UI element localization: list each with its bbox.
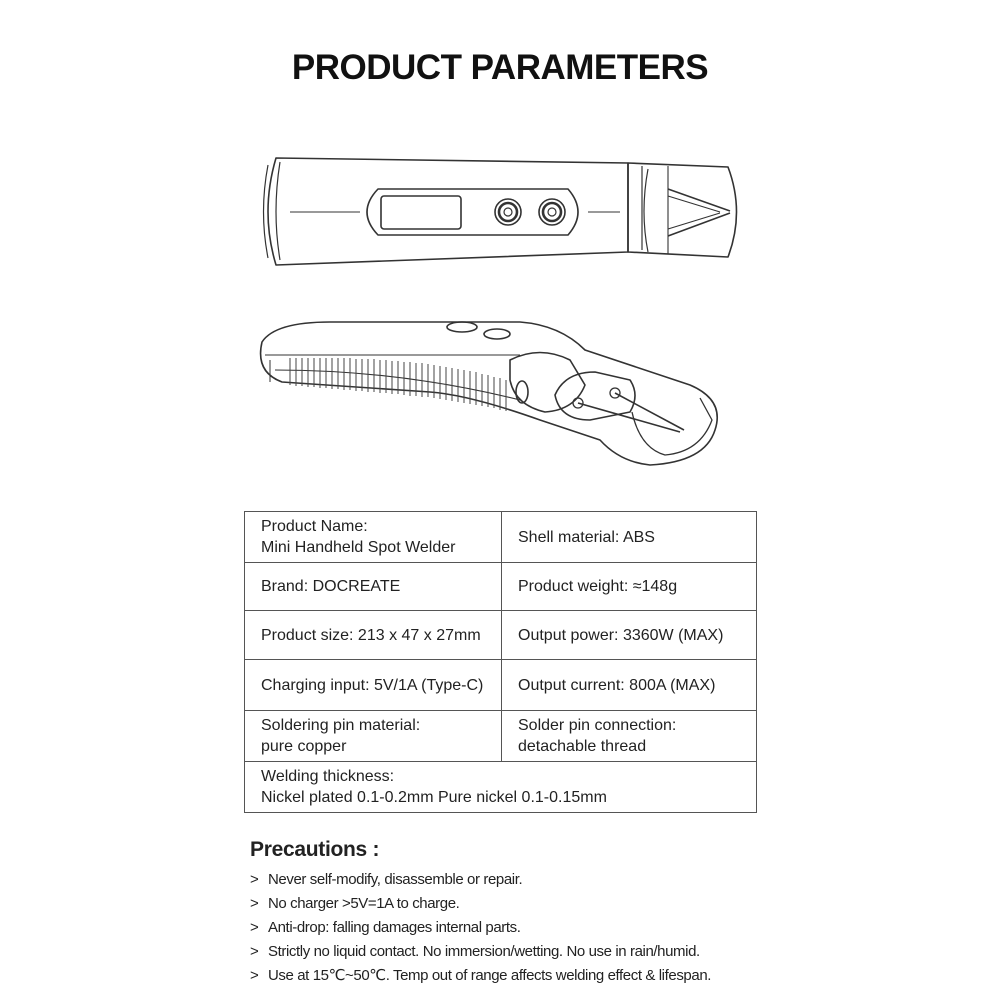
spec-row	[245, 762, 757, 813]
page-title: PRODUCT PARAMETERS	[291, 48, 709, 87]
chevron-right-icon: >	[250, 871, 259, 888]
chevron-right-icon: >	[250, 919, 259, 936]
precautions-list	[250, 868, 950, 988]
spec-table	[244, 511, 757, 813]
list-item: > Strictly no liquid contact. No immersion/wetting. No use in rain/humid.	[250, 940, 950, 964]
precautions-heading: Precautions :	[250, 838, 380, 861]
device-top-view-illustration	[264, 158, 737, 265]
spec-cell-soldering-pin-material: Soldering pin material: pure copper	[245, 711, 502, 762]
list-item: > Anti-drop: falling damages internal parts.	[250, 916, 950, 940]
spec-cell-welding-thickness: Welding thickness: Nickel plated 0.1-0.2mm Pure nickel 0.1-0.15mm	[245, 762, 757, 813]
chevron-right-icon: >	[250, 967, 259, 984]
list-item: > Never self-modify, disassemble or repair.	[250, 868, 950, 892]
spec-row	[245, 563, 757, 611]
chevron-right-icon: >	[250, 943, 259, 960]
spec-cell-product-size: Product size: 213 x 47 x 27mm	[245, 611, 502, 660]
device-perspective-illustration	[261, 322, 718, 465]
list-item: > Use at 15℃~50℃. Temp out of range affects welding effect & lifespan.	[250, 964, 950, 988]
spec-cell-product-name: Product Name: Mini Handheld Spot Welder	[245, 512, 502, 563]
spec-row	[245, 711, 757, 762]
spec-row	[245, 611, 757, 660]
list-item: > No charger >5V=1A to charge.	[250, 892, 950, 916]
spec-row	[245, 512, 757, 563]
precautions-section	[250, 838, 950, 988]
chevron-right-icon: >	[250, 895, 259, 912]
spec-cell-charging-input: Charging input: 5V/1A (Type-C)	[245, 660, 502, 711]
spec-row	[245, 660, 757, 711]
spec-cell-output-current: Output current: 800A (MAX)	[502, 660, 757, 711]
spec-cell-solder-pin-connection: Solder pin connection: detachable thread	[502, 711, 757, 762]
spec-cell-shell-material: Shell material: ABS	[502, 512, 757, 563]
spec-cell-output-power: Output power: 3360W (MAX)	[502, 611, 757, 660]
spec-cell-brand: Brand: DOCREATE	[245, 563, 502, 611]
spec-cell-product-weight: Product weight: ≈148g	[502, 563, 757, 611]
